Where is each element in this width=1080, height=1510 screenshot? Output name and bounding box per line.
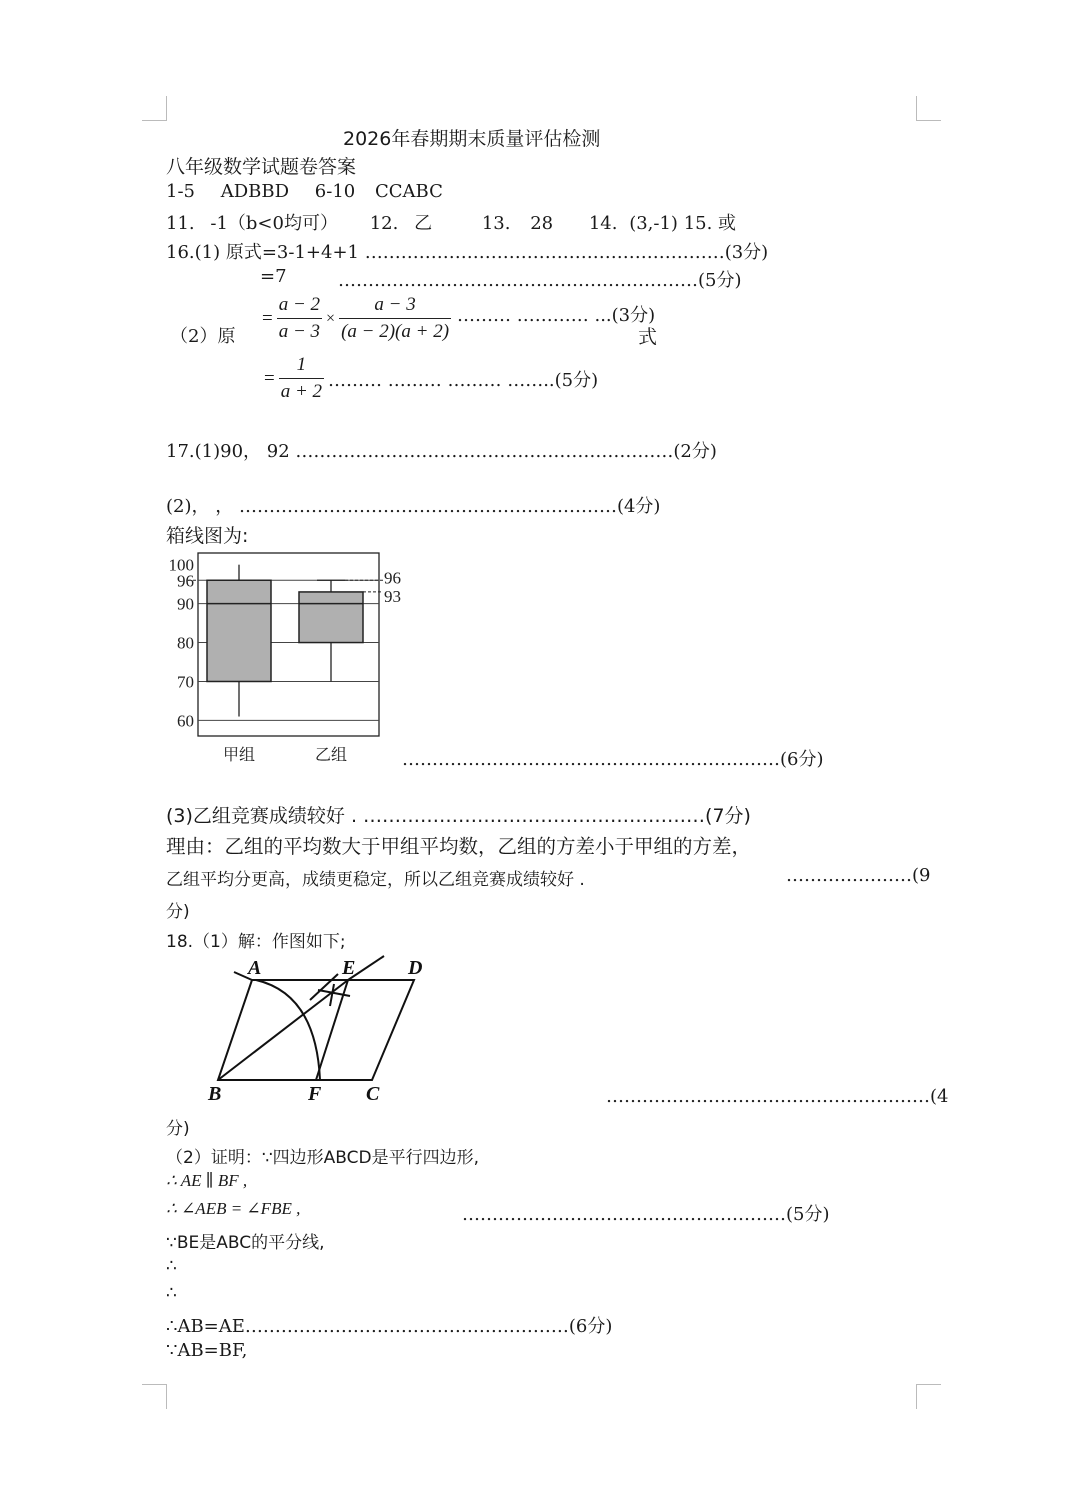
fraction-3	[279, 354, 324, 403]
q16-dots-3: ……… ………… ...(3分)	[457, 304, 656, 326]
mc-answer-1: ADBBD	[220, 181, 290, 202]
label-f: F	[308, 1083, 322, 1105]
corner-mark-bottom-left	[142, 1384, 167, 1409]
category-label-1: 乙组	[314, 745, 348, 764]
q12-number: 12.	[369, 213, 399, 234]
q13-answer: 28	[530, 213, 554, 234]
q18-dots-4: ………………………………………………(4	[606, 1086, 949, 1107]
mc-range-2: 6-10	[314, 181, 356, 202]
label-e: E	[342, 957, 356, 979]
q11-number: 11.	[166, 213, 195, 234]
fill-answers	[166, 209, 736, 235]
fraction-1-numerator: a − 2	[278, 294, 321, 315]
box-1	[299, 592, 363, 643]
fraction-3-numerator: 1	[296, 354, 307, 375]
q18-line-1: 18.（1）解：作图如下;	[166, 932, 346, 952]
fraction-1-denominator: a − 3	[277, 318, 322, 343]
y-tick-label-80: 80	[177, 633, 194, 653]
q16-word-shi: 式	[638, 326, 658, 348]
q16-expr-1	[262, 294, 655, 343]
q16-line-2: =7	[260, 266, 287, 287]
construction-cross-2	[330, 984, 334, 1006]
q14-answer: (3,-1)	[629, 213, 678, 234]
label-a: A	[248, 957, 262, 979]
q18-proof-7: ∴AB=AE………………………………………………(6分)	[166, 1316, 613, 1337]
parallelogram-figure	[200, 950, 440, 1110]
boxplot-label: 箱线图为:	[166, 525, 249, 547]
q18-proof-1: （2）证明：∵四边形ABCD是平行四边形,	[166, 1148, 479, 1168]
segment-be	[218, 980, 348, 1080]
label-c: C	[366, 1083, 380, 1105]
label-d: D	[408, 957, 423, 979]
q16-line-1: 16.(1) 原式=3-1+4+1 ……………………………………………………(3分)	[166, 242, 769, 263]
q17-dots-9: …………………(9	[786, 865, 931, 886]
eq-sign-1: =	[262, 307, 273, 329]
q18-fen: 分)	[166, 1119, 190, 1139]
q17-reason: 理由：乙组的平均数大于甲组平均数，乙组的方差小于甲组的方差，	[166, 835, 752, 858]
annotation-96: 96	[384, 568, 401, 588]
y-tick-label-60: 60	[177, 711, 194, 731]
category-label-0: 甲组	[222, 745, 256, 764]
corner-mark-top-right	[916, 96, 941, 121]
q12-answer: 乙	[414, 213, 433, 234]
q17-reason-2: 乙组平均分更高，成绩更稳定，所以乙组竞赛成绩较好 .	[166, 870, 585, 890]
q16-part2-label: （2）原	[170, 326, 236, 347]
mc-range-1: 1-5	[166, 181, 195, 202]
mc-answers	[166, 181, 443, 202]
q17-line-2: (2)， ， ………………………………………………………(4分)	[166, 496, 661, 517]
fraction-2-numerator: a − 3	[374, 294, 416, 315]
q14-number: 14.	[588, 213, 618, 234]
q18-proof-6: ∴	[166, 1283, 177, 1303]
corner-mark-bottom-right	[916, 1384, 941, 1409]
y-tick-label-90: 90	[177, 594, 194, 614]
corner-mark-top-left	[142, 96, 167, 121]
q18-proof-3: ∴ ∠AEB = ∠FBE ,	[166, 1199, 301, 1218]
eq-sign-2: =	[264, 367, 275, 389]
document-subtitle: 八年级数学试题卷答案	[166, 156, 357, 178]
annotation-93: 93	[384, 586, 401, 606]
times-sign: ×	[326, 309, 336, 327]
q11-answer: -1（b<0均可）	[210, 213, 338, 234]
fraction-3-denominator: a + 2	[279, 378, 324, 403]
q13-number: 13.	[481, 213, 511, 234]
q15-answer: 15. 或	[683, 213, 737, 234]
y-tick-label-96: 96	[177, 571, 194, 591]
q18-proof-5: ∴	[166, 1256, 177, 1276]
q18-proof-2: ∴ AE ∥ BF ,	[166, 1171, 248, 1190]
q17-line-1: 17.(1)90， 92 ………………………………………………………(2分)	[166, 441, 717, 462]
q18-proof-4: ∵BE是ABC的平分线,	[166, 1233, 325, 1253]
q17-boxplot-dots: ………………………………………………………(6分)	[402, 749, 824, 770]
fraction-2-denominator: (a − 2)(a + 2)	[339, 318, 451, 343]
q17-line-3: (3)乙组竞赛成绩较好 . ………………………………………………(7分)	[166, 805, 751, 827]
fraction-1	[277, 294, 322, 343]
document-title: 2026年春期期末质量评估检测	[343, 128, 601, 150]
mc-answer-2: CCABC	[374, 181, 443, 202]
construction-arc-1	[256, 980, 320, 1080]
q18-proof-3-dots: ………………………………………………(5分)	[462, 1204, 830, 1225]
label-b: B	[208, 1083, 222, 1105]
fraction-2	[339, 294, 451, 343]
q16-dots-5: ……… ……… ……… ……..(5分)	[328, 369, 599, 391]
q17-fen: 分)	[166, 902, 190, 922]
q16-line-2-dots: ……………………………………………………(5分)	[338, 270, 742, 291]
q16-expr-2	[264, 354, 598, 403]
box-0	[207, 580, 271, 681]
y-tick-label-100: 100	[168, 555, 194, 575]
boxplot-chart	[160, 548, 420, 773]
y-tick-label-70: 70	[177, 672, 194, 692]
q18-proof-8: ∵AB=BF,	[166, 1340, 248, 1361]
